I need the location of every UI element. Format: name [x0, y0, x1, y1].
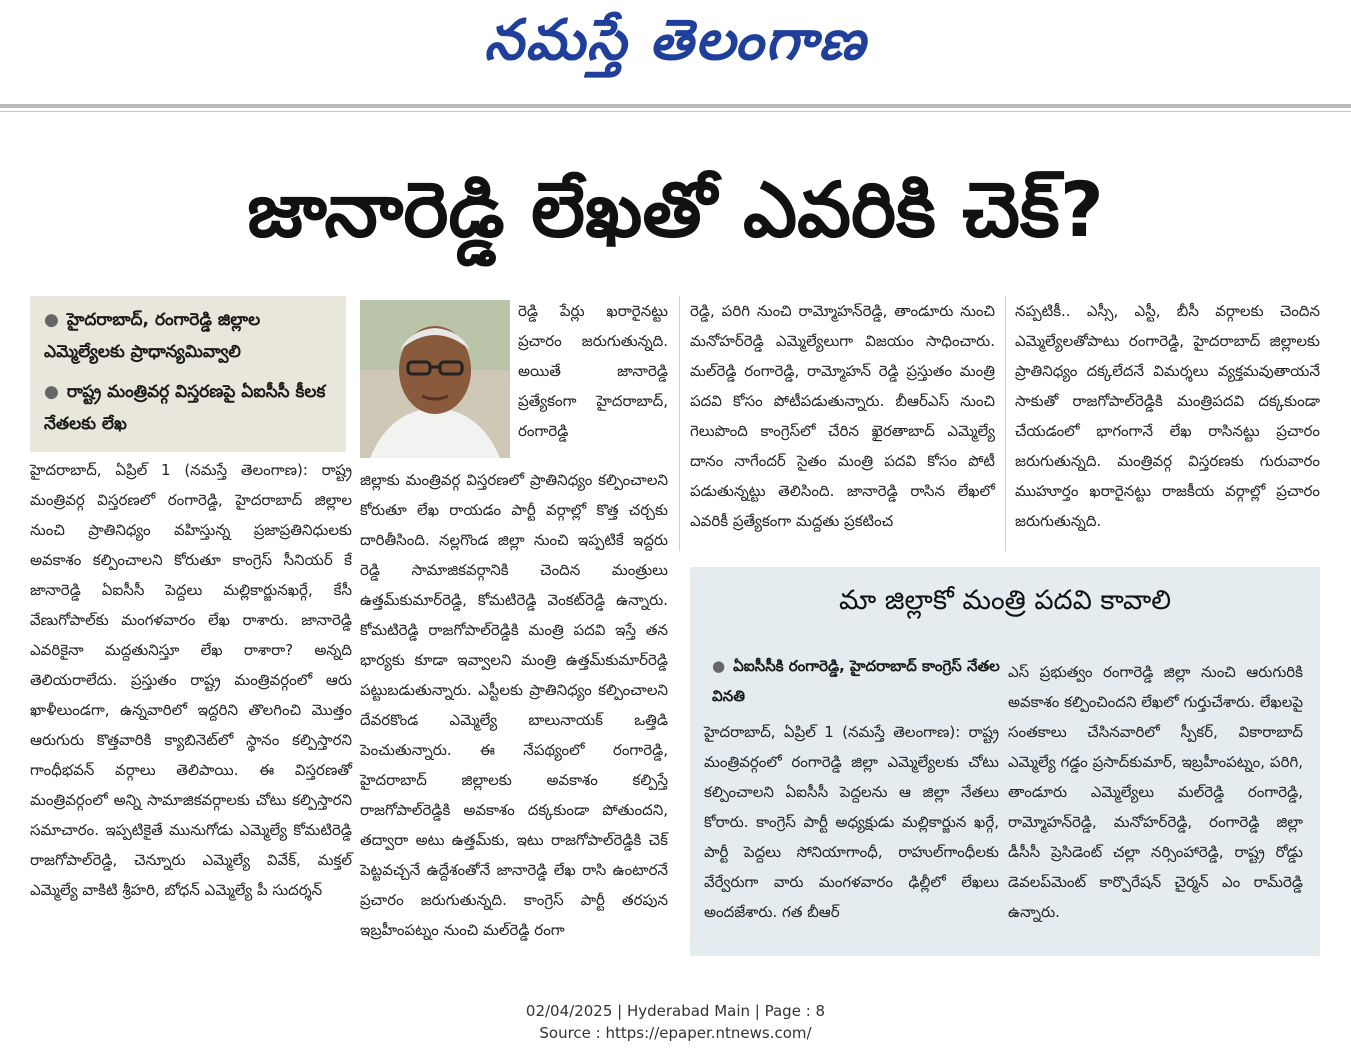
article-column-4: నప్పటికీ.. ఎస్సీ, ఎస్టీ, బీసీ వర్గాలకు చెందిన ఎమ్మెల్యేలతోపాటు రంగారెడ్డి, హైదరాబాద్ జిల్లాలకు ప్రాతినిధ్యం దక్కలేదనే విమర్శలు వ్యక్తమవుతాయనే సాకుతో రాజగోపాల్‌రెడ్డికి మంత్రిపదవి దక్కకుండా చేయడంలో భాగంగానే లేఖ రాసినట్టు ప్రచారం జరుగుతున్నది. మంత్రివర్గ విస్తరణకు గురువారం ముహూర్తం ఖరారైనట్టు రాజకీయ వర్గాల్లో ప్రచారం జరుగుతున్నది.	[1015, 302, 1320, 530]
sidebar-story-column-2: ఎస్ ప్రభుత్వం రంగారెడ్డి జిల్లా నుంచి ఆరుగురికి అవకాశం కల్పించిందని లేఖలో గుర్తుచేశారు. లేఖలపై సంతకాలు చేసినవారిలో స్పీకర్, వికారాబాద్ ఎమ్మెల్యే గడ్డం ప్రసాద్‌కుమార్, ఇబ్రహీంపట్నం, పరిగి, తాండూరు ఎమ్మెల్యేలు మల్‌రెడ్డి రంగారెడ్డి, రామ్మోహన్‌రెడ్డి, మనోహర్‌రెడ్డి, రంగారెడ్డి జిల్లా డీసీసీ ప్రెసిడెంట్ చల్లా నర్సింహారెడ్డి, రాష్ట్ర రోడ్డు డెవలప్‌మెంట్ కార్పొరేషన్ చైర్మన్ ఎం రామ్‌రెడ్డి ఉన్నారు.	[1008, 663, 1303, 921]
newspaper-logo: నమస్తే తెలంగాణ	[484, 8, 867, 73]
article-headline: జానారెడ్డి లేఖతో ఎవరికి చెక్?	[247, 165, 1104, 254]
highlights-box	[30, 296, 346, 452]
masthead	[0, 0, 1351, 100]
masthead-divider-thin	[0, 111, 1351, 112]
article-column-2: జిల్లాకు మంత్రివర్గ విస్తరణలో ప్రాతినిధ్యం కల్పించాలని కోరుతూ లేఖ రాయడం పార్టీ వర్గాల్లో కొత్త చర్చకు దారితీసింది. నల్లగొండ జిల్లా నుంచి ఇప్పటికే ఇద్దరు రెడ్డి సామాజికవర్గానికి చెందిన మంత్రులు ఉత్తమ్‌కుమార్‌రెడ్డి, కోమటిరెడ్డి వెంకట్‌రెడ్డి ఉన్నారు. కోమటిరెడ్డి రాజగోపాల్‌రెడ్డికి మంత్రి పదవి ఇస్తే తన భార్యకు కూడా ఇవ్వాలని మంత్రి ఉత్తమ్‌కుమార్‌రెడ్డి పట్టుబడుతున్నారు. ఎస్టీలకు ప్రాతినిధ్యం కల్పించాలని దేవరకొండ ఎమ్మెల్యే బాలునాయక్ ఒత్తిడి పెంచుతున్నారు. ఈ నేపథ్యంలో రంగారెడ్డి, హైదరాబాద్ జిల్లాలకు అవకాశం కల్పిస్తే రాజగోపాల్‌రెడ్డికి అవకాశం దక్కకుండా పోతుందని, తద్వారా అటు ఉత్తమ్‌కు, ఇటు రాజగోపాల్‌రెడ్డికి చెక్ పెట్టవచ్చనే ఉద్దేశంతోనే జానారెడ్డి లేఖ రాసి ఉంటారనే ప్రచారం జరుగుతున్నది. కాంగ్రెస్ పార్టీ తరపున ఇబ్రహీంపట్నం నుంచి మల్‌రెడ్డి రంగా	[360, 471, 668, 939]
footer-source: Source : https://epaper.ntnews.com/	[539, 1024, 812, 1042]
sidebar-story-box	[690, 567, 1320, 956]
article-column-1: హైదరాబాద్, ఏప్రిల్ 1 (నమస్తే తెలంగాణ): రాష్ట్ర మంత్రివర్గ విస్తరణలో రంగారెడ్డి, హైదరాబాద్ జిల్లాల నుంచి ప్రాతినిధ్యం వహిస్తున్న ప్రజాప్రతినిధులకు అవకాశం కల్పించాలని కోరుతూ కాంగ్రెస్ సీనియర్ కే జానారెడ్డి ఏఐసీసీ పెద్దలు మల్లికార్జునఖర్గే, కేసీ వేణుగోపాల్‌కు మంగళవారం లేఖ రాశారు. జానారెడ్డి ఎవరికైనా మద్దతునిస్తూ లేఖ రాశారా? అన్నది తెలియరాలేదు. ప్రస్తుతం రాష్ట్ర మంత్రివర్గంలో ఆరు ఖాళీలుండగా, ఉన్నవారిలో ఇద్దరిని తొలగించి మొత్తం ఆరుగురు కొత్తవారికి క్యాబినెట్‌లో స్థానం కల్పిస్తారని గాంధీభవన్ వర్గాలు తెలిపాయి. ఈ విస్తరణతో మంత్రివర్గంలో అన్ని సామాజికవర్గాలకు చోటు కల్పిస్తారని సమాచారం. ఇప్పటికైతే మునుగోడు ఎమ్మెల్యే కోమటిరెడ్డి రాజగోపాల్‌రెడ్డి, చెన్నూరు ఎమ్మెల్యే వివేక్, మక్తల్ ఎమ్మెల్యే వాకిటి శ్రీహరి, బోధన్ ఎమ్మెల్యే పీ సుదర్శన్	[30, 461, 352, 899]
sidebar-story-column-1: హైదరాబాద్, ఏప్రిల్ 1 (నమస్తే తెలంగాణ): రాష్ట్ర మంత్రివర్గంలో రంగారెడ్డి జిల్లా ఎమ్మెల్యేలకు చోటు కల్పించాలని ఏఐసీసీ పెద్దలను ఆ జిల్లా నేతలు కోరారు. కాంగ్రెస్ పార్టీ అధ్యక్షుడు మల్లికార్జున ఖర్గే, పార్టీ పెద్దలు సోనియాగాంధీ, రాహుల్‌గాంధీలకు వేర్వేరుగా వారు మంగళవారం ఢిల్లీలో లేఖలు అందజేశారు. గత బీఆర్	[704, 723, 999, 921]
bullet-icon: ●	[44, 310, 59, 330]
sidebar-story-title: మా జిల్లాకో మంత్రి పదవి కావాలి	[838, 585, 1172, 616]
article-photo	[360, 300, 510, 458]
column-divider	[1005, 296, 1006, 551]
column-divider	[679, 296, 680, 551]
article-column-3: రెడ్డి, పరిగి నుంచి రామ్మోహన్‌రెడ్డి, తాండూరు నుంచి మనోహర్‌రెడ్డి ఎమ్మెల్యేలుగా విజయం సాధించారు. మల్‌రెడ్డి రంగారెడ్డి, రామ్మోహన్ రెడ్డి ప్రస్తుతం మంత్రి పదవి కోసం పోటీపడుతున్నారు. బీఆర్‌ఎస్ నుంచి గెలుపొంది కాంగ్రెస్‌లో చేరిన ఖైరతాబాద్ ఎమ్మెల్యే దానం నాగేందర్ సైతం మంత్రి పదవి కోసం పోటీ పడుతున్నట్టు తెలిసింది. జానారెడ్డి రాసిన లేఖలో ఎవరికీ ప్రత్యేకంగా మద్దతు ప్రకటించ	[690, 302, 995, 530]
bullet-icon: ●	[44, 382, 59, 402]
article-column-2-top: రెడ్డి పేర్లు ఖరారైనట్టు ప్రచారం జరుగుతున్నది. అయితే జానారెడ్డి ప్రత్యేకంగా హైదరాబాద్, రంగారెడ్డి	[518, 302, 668, 440]
footer-dateline: 02/04/2025 | Hyderabad Main | Page : 8	[525, 1002, 826, 1020]
sidebar-story-subhead: ● ఏఐసీసీకి రంగారెడ్డి, హైదరాబాద్ కాంగ్రెస్ నేతల వినతి	[712, 657, 1000, 705]
highlight-item: ● హైదరాబాద్, రంగారెడ్డి జిల్లాల ఎమ్మెల్యేలకు ప్రాధాన్యమివ్వాలి	[44, 310, 261, 362]
highlight-item: ● రాష్ట్ర మంత్రివర్గ విస్తరణపై ఏఐసీసీ కీలక నేతలకు లేఖ	[44, 382, 326, 434]
person-portrait-image	[360, 300, 510, 458]
bullet-icon: ●	[712, 657, 726, 675]
masthead-divider	[0, 104, 1351, 108]
